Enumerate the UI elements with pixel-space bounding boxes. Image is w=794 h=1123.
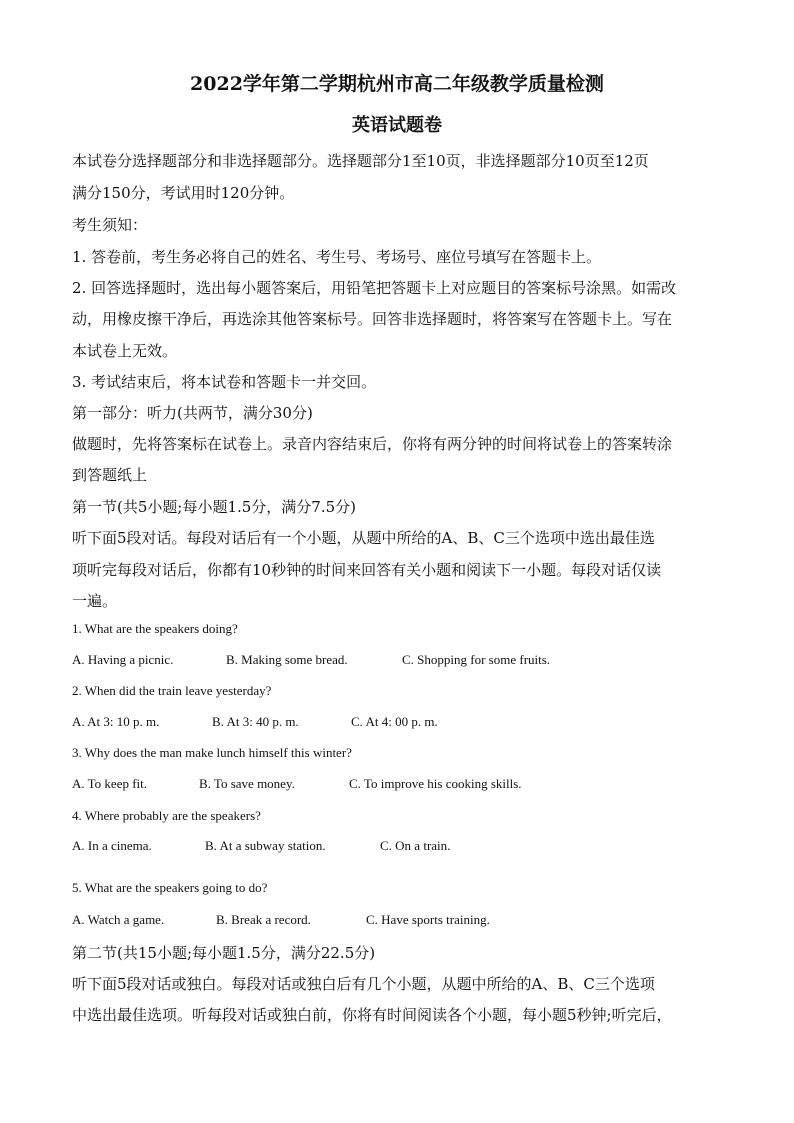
- question-3: 3. Why does the man make lunch himself this winter?: [72, 745, 352, 760]
- question-4-option-a: A. In a cinema.: [72, 838, 152, 853]
- notice-item-2-line-1: 2. 回答选择题时，选出每小题答案后，用铅笔把答题卡上对应题目的答案标号涂黑。如需改: [72, 279, 677, 297]
- question-4: 4. Where probably are the speakers?: [72, 808, 261, 823]
- section2-heading: 第二节(共15小题;每小题1.5分，满分22.5分): [72, 944, 376, 962]
- part1-heading: 第一部分：听力(共两节，满分30分): [72, 404, 313, 422]
- question-1-option-b: B. Making some bread.: [226, 652, 348, 667]
- notice-item-3: 3. 考试结束后，将本试卷和答题卡一并交回。: [72, 373, 377, 391]
- section2-desc-line-2: 中选出最佳选项。听每段对话或独白前，你将有时间阅读各个小题，每小题5秒钟;听完后，: [72, 1006, 672, 1024]
- question-5-option-a: A. Watch a game.: [72, 912, 165, 927]
- notice-item-1: 1. 答卷前，考生务必将自己的姓名、考生号、考场号、座位号填写在答题卡上。: [72, 248, 602, 266]
- question-3-option-b: B. To save money.: [199, 776, 295, 791]
- part1-desc-line-2: 到答题纸上: [72, 466, 148, 484]
- section1-desc-line-3: 一遍。: [72, 592, 118, 610]
- notice-item-2-line-3: 本试卷上无效。: [72, 342, 178, 360]
- question-2-option-c: C. At 4: 00 p. m.: [351, 714, 438, 729]
- question-3-option-a: A. To keep fit.: [72, 776, 148, 791]
- question-4-option-c: C. On a train.: [380, 838, 451, 853]
- exam-subtitle: 英语试题卷: [352, 115, 442, 136]
- section1-heading: 第一节(共5小题;每小题1.5分，满分7.5分): [72, 498, 357, 516]
- question-3-option-c: C. To improve his cooking skills.: [349, 776, 522, 791]
- question-2: 2. When did the train leave yesterday?: [72, 683, 272, 698]
- section2-desc-line-1: 听下面5段对话或独白。每段对话或独白后有几个小题，从题中所给的A、B、C三个选项: [72, 975, 655, 993]
- question-1-option-c: C. Shopping for some fruits.: [402, 652, 551, 667]
- notice-item-2-line-2: 动，用橡皮擦干净后，再选涂其他答案标号。回答非选择题时，将答案写在答题卡上。写在: [72, 310, 673, 328]
- section1-desc-line-2: 项听完每段对话后，你都有10秒钟的时间来回答有关小题和阅读下一小题。每段对话仅读: [72, 561, 662, 579]
- intro-line-2: 满分150分，考试用时120分钟。: [72, 184, 295, 202]
- question-1: 1. What are the speakers doing?: [72, 621, 238, 636]
- question-2-option-a: A. At 3: 10 p. m.: [72, 714, 160, 729]
- question-4-option-b: B. At a subway station.: [205, 838, 326, 853]
- part1-desc-line-1: 做题时，先将答案标在试卷上。录音内容结束后，你将有两分钟的时间将试卷上的答案转涂: [72, 435, 673, 453]
- question-5: 5. What are the speakers going to do?: [72, 880, 268, 895]
- question-2-option-b: B. At 3: 40 p. m.: [212, 714, 299, 729]
- intro-line-1: 本试卷分选择题部分和非选择题部分。选择题部分1至10页，非选择题部分10页至12页: [72, 152, 649, 170]
- exam-title: 2022学年第二学期杭州市高二年级教学质量检测: [190, 73, 604, 95]
- notice-heading: 考生须知：: [72, 216, 148, 234]
- question-5-option-c: C. Have sports training.: [366, 912, 490, 927]
- question-1-option-a: A. Having a picnic.: [72, 652, 174, 667]
- question-5-option-b: B. Break a record.: [216, 912, 311, 927]
- section1-desc-line-1: 听下面5段对话。每段对话后有一个小题，从题中所给的A、B、C三个选项中选出最佳选: [72, 529, 655, 547]
